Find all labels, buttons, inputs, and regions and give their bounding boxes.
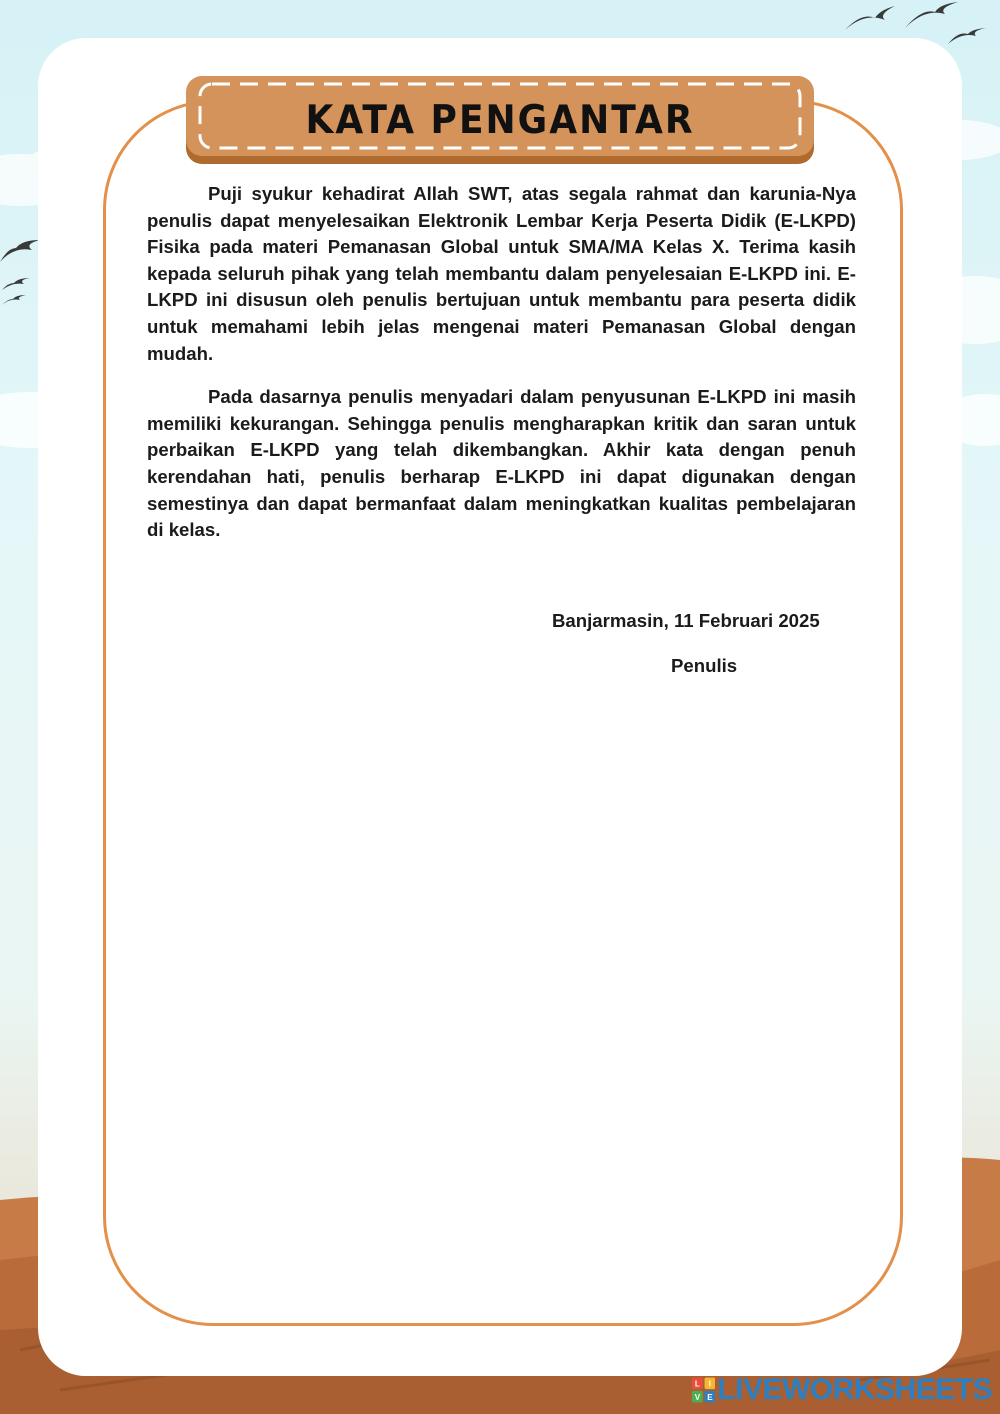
page-title: KATA PENGANTAR xyxy=(305,98,695,143)
mark-letter: L xyxy=(694,1379,700,1389)
liveworksheets-logo[interactable] xyxy=(692,1374,992,1406)
mark-letter: V xyxy=(694,1392,701,1402)
mark-letter: I xyxy=(708,1379,712,1389)
liveworksheets-brand: LIVEWORKSHEETS xyxy=(717,1373,992,1406)
bird-icon xyxy=(0,240,40,305)
document-body xyxy=(147,181,856,561)
paragraph-2: Pada dasarnya penulis menyadari dalam penyusunan E-LKPD ini masih memiliki kekurangan. Sehingga penulis mengharapkan kritik dan saran untuk perbaikan E-LKPD yang telah dikembangkan. Akhir kata dengan penuh kerendahan hati, penulis berharap E-LKPD ini dapat digunakan dengan semestinya dan dapat bermanfaat dalam meningkatkan kualitas pembelajaran di kelas. xyxy=(147,386,856,541)
liveworksheets-mark-icon xyxy=(692,1376,715,1404)
place-date: Banjarmasin, 11 Februari 2025 xyxy=(552,610,820,631)
author-signature: Penulis xyxy=(671,655,738,676)
paragraph-1: Puji syukur kehadirat Allah SWT, atas segala rahmat dan karunia-Nya penulis dapat menyelesaikan Elektronik Lembar Kerja Peserta Didik (E-LKPD) Fisika pada materi Pemanasan Global untuk SMA/MA Kelas X. Terima kasih kepada seluruh pihak yang telah membantu dalam penyelesaian E-LKPD ini. E-LKPD ini disusun oleh penulis bertujuan untuk membantu para peserta didik untuk memahami lebih jelas mengenai materi Pemanasan Global dengan mudah. xyxy=(147,183,856,364)
mark-letter: E xyxy=(707,1392,713,1402)
